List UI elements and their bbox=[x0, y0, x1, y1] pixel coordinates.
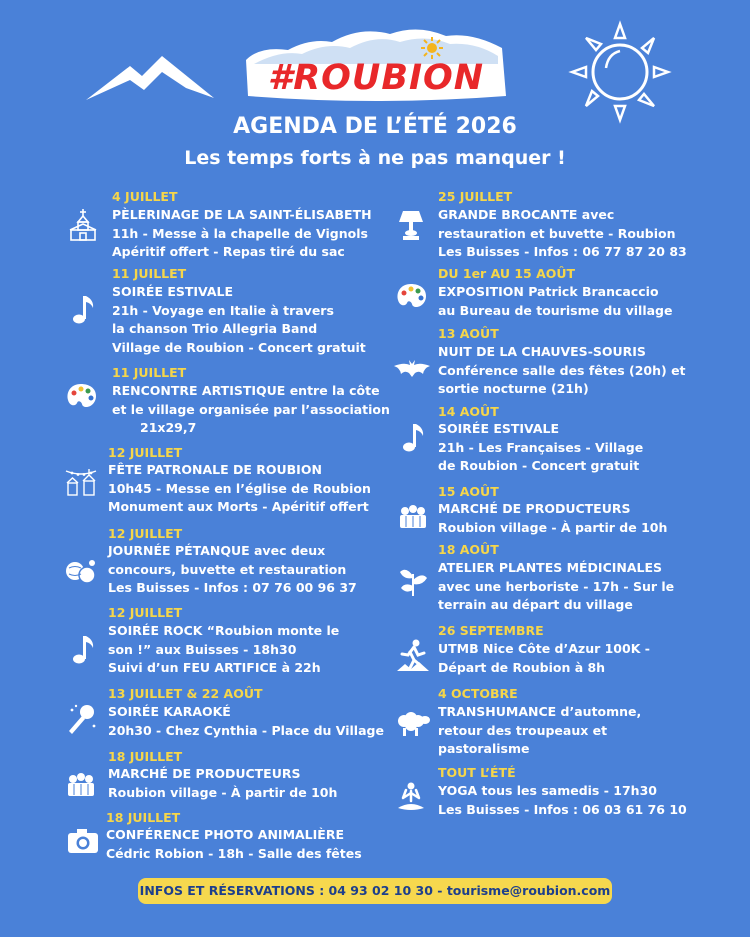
produce-basket-icon bbox=[396, 498, 430, 532]
event-detail: terrain au départ du village bbox=[438, 597, 633, 612]
event-date: 15 AOÛT bbox=[438, 484, 499, 499]
microphone-icon bbox=[64, 702, 98, 736]
event-detail: restauration et buvette - Roubion bbox=[438, 225, 676, 241]
event-title: MARCHÉ DE PRODUCTEURS bbox=[108, 766, 301, 781]
event-detail: 21h - Les Françaises - Village bbox=[438, 439, 644, 455]
event-detail: Roubion village - À partir de 10h bbox=[108, 784, 338, 800]
logo-text: #ROUBION bbox=[267, 58, 485, 98]
lamp-icon bbox=[394, 208, 428, 242]
event-detail: Les Buisses - Infos : 06 03 61 76 10 bbox=[438, 801, 687, 817]
event-detail: retour des troupeaux et bbox=[438, 722, 608, 738]
event-date: 25 JUILLET bbox=[438, 189, 513, 204]
event-detail: Suivi d’un FEU ARTIFICE à 22h bbox=[108, 660, 321, 675]
event-date: 18 JUILLET bbox=[106, 810, 181, 825]
event-title: NUIT DE LA CHAUVES-SOURIS bbox=[438, 344, 646, 359]
event-date: 13 AOÛT bbox=[438, 326, 499, 341]
event-detail: de Roubion - Concert gratuit bbox=[438, 458, 640, 473]
event-title: MARCHÉ DE PRODUCTEURS bbox=[438, 501, 631, 516]
event-title: RENCONTRE ARTISTIQUE entre la côte bbox=[112, 383, 380, 398]
produce-basket-icon bbox=[64, 766, 98, 800]
event-detail: 11h - Messe à la chapelle de Vignols bbox=[112, 225, 368, 241]
event-detail: Cédric Robion - 18h - Salle des fêtes bbox=[106, 845, 362, 861]
event-date: TOUT L’ÉTÉ bbox=[438, 765, 516, 780]
event-date: 11 JUILLET bbox=[112, 365, 187, 380]
event-title: UTMB Nice Côte d’Azur 100K - bbox=[438, 641, 650, 656]
roubion-logo bbox=[240, 20, 512, 102]
event-detail: Apéritif offert - Repas tiré du sac bbox=[112, 244, 345, 259]
event-date: 4 OCTOBRE bbox=[438, 686, 518, 701]
event-title: GRANDE BROCANTE avec bbox=[438, 207, 615, 222]
event-title: FÊTE PATRONALE DE ROUBION bbox=[108, 462, 322, 477]
event-detail: concours, buvette et restauration bbox=[108, 561, 347, 577]
herb-leaves-icon bbox=[396, 564, 430, 598]
sheep-icon bbox=[392, 706, 432, 740]
event-detail: 10h45 - Messe en l’église de Roubion bbox=[108, 480, 371, 496]
yoga-icon bbox=[394, 780, 428, 814]
event-date: 18 AOÛT bbox=[438, 542, 499, 557]
event-date: DU 1er AU 15 AOÛT bbox=[438, 266, 576, 281]
event-detail: 20h30 - Chez Cynthia - Place du Village bbox=[108, 722, 384, 738]
bat-icon bbox=[392, 352, 432, 386]
event-title: SOIRÉE ESTIVALE bbox=[112, 284, 234, 299]
village-fete-icon bbox=[64, 465, 98, 499]
event-title: CONFÉRENCE PHOTO ANIMALIÈRE bbox=[106, 827, 345, 842]
event-date: 12 JUILLET bbox=[108, 605, 183, 620]
event-title: SOIRÉE KARAOKÉ bbox=[108, 704, 231, 719]
event-title: ATELIER PLANTES MÉDICINALES bbox=[438, 560, 663, 575]
palette-icon bbox=[64, 380, 98, 414]
event-date: 11 JUILLET bbox=[112, 266, 187, 281]
event-detail: au Bureau de tourisme du village bbox=[438, 302, 673, 318]
event-detail: son !” aux Buisses - 18h30 bbox=[108, 641, 297, 657]
chapel-icon bbox=[66, 208, 100, 242]
event-detail: Village de Roubion - Concert gratuit bbox=[112, 339, 366, 355]
event-date: 12 JUILLET bbox=[108, 445, 183, 460]
music-note-icon bbox=[66, 292, 100, 326]
event-detail: et le village organisée par l’association bbox=[112, 401, 390, 417]
event-detail: Les Buisses - Infos : 07 76 00 96 37 bbox=[108, 580, 357, 595]
event-detail: Conférence salle des fêtes (20h) et bbox=[438, 362, 686, 378]
mountain-icon bbox=[82, 52, 218, 104]
event-date: 12 JUILLET bbox=[108, 526, 183, 541]
event-date: 14 AOÛT bbox=[438, 404, 499, 419]
petanque-balls-icon bbox=[64, 553, 98, 587]
event-title: YOGA tous les samedis - 17h30 bbox=[438, 783, 657, 798]
event-title: PÈLERINAGE DE LA SAINT-ÉLISABETH bbox=[112, 207, 372, 222]
event-detail: 21x29,7 bbox=[140, 420, 197, 435]
event-title: SOIRÉE ESTIVALE bbox=[438, 421, 560, 436]
event-detail: Les Buisses - Infos : 06 77 87 20 83 bbox=[438, 244, 687, 259]
event-date: 26 SEPTEMBRE bbox=[438, 623, 544, 638]
music-note-icon bbox=[66, 632, 100, 666]
event-detail: Départ de Roubion à 8h bbox=[438, 659, 606, 675]
page-subtitle: Les temps forts à ne pas manquer ! bbox=[184, 147, 566, 169]
event-title: EXPOSITION Patrick Brancaccio bbox=[438, 284, 659, 299]
event-date: 13 JUILLET & 22 AOÛT bbox=[108, 686, 263, 701]
event-detail: avec une herboriste - 17h - Sur le bbox=[438, 578, 675, 594]
event-detail: la chanson Trio Allegria Band bbox=[112, 321, 318, 336]
event-title: TRANSHUMANCE d’automne, bbox=[438, 704, 642, 719]
event-detail: pastoralisme bbox=[438, 741, 530, 756]
sun-icon bbox=[568, 20, 672, 124]
event-detail: Roubion village - À partir de 10h bbox=[438, 519, 668, 535]
event-detail: 21h - Voyage en Italie à travers bbox=[112, 302, 334, 318]
camera-icon bbox=[66, 824, 100, 858]
event-detail: Monument aux Morts - Apéritif offert bbox=[108, 499, 369, 514]
contact-banner: INFOS ET RÉSERVATIONS : 04 93 02 10 30 - tourisme@roubion.com bbox=[138, 878, 612, 904]
event-date: 4 JUILLET bbox=[112, 189, 178, 204]
event-title: JOURNÉE PÉTANQUE avec deux bbox=[108, 543, 326, 558]
trail-runner-icon bbox=[396, 638, 430, 672]
palette-icon bbox=[394, 280, 428, 314]
event-title: SOIRÉE ROCK “Roubion monte le bbox=[108, 623, 340, 638]
page-title: AGENDA DE L’ÉTÉ 2026 bbox=[233, 114, 517, 139]
music-note-icon bbox=[396, 420, 430, 454]
event-date: 18 JUILLET bbox=[108, 749, 183, 764]
event-detail: sortie nocturne (21h) bbox=[438, 381, 589, 396]
